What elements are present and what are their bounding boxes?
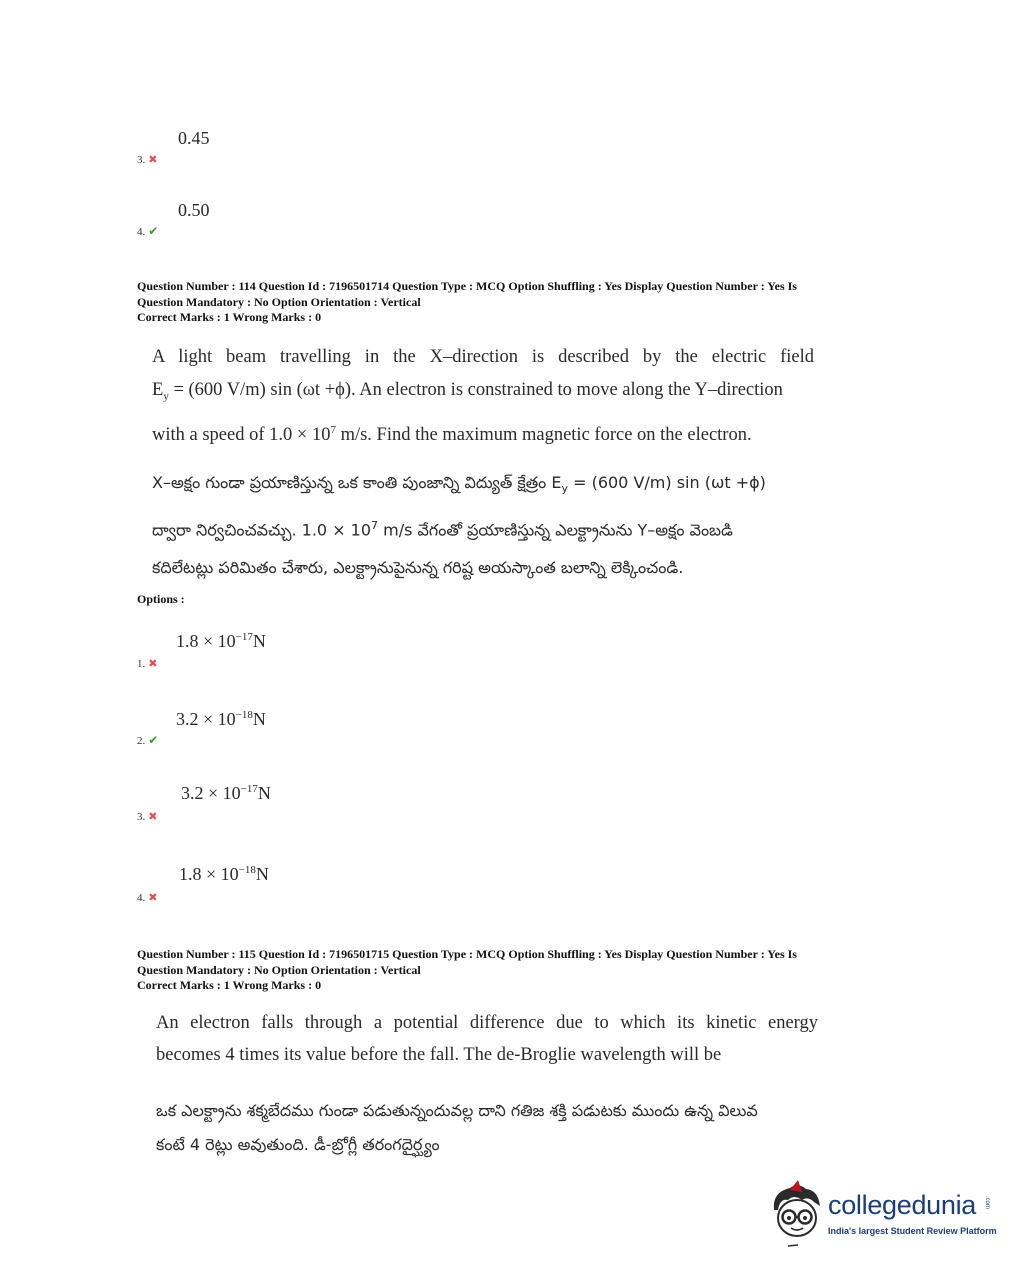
q114-option-2-value: $3.2 \times 10^{-18}N$ bbox=[176, 709, 266, 729]
q114-option-4 bbox=[137, 891, 157, 904]
q114-metadata bbox=[137, 279, 877, 326]
collegedunia-logo bbox=[768, 1180, 998, 1250]
mascot-icon bbox=[768, 1180, 826, 1250]
logo-tagline: India's largest Student Review Platform bbox=[828, 1226, 997, 1236]
q114-option-1-value: $1.8 \times 10^{-17}N$ bbox=[176, 631, 266, 651]
q114-option-2 bbox=[137, 733, 158, 748]
q114-en-line1: A light beam travelling in the X–direction is described by the electric field bbox=[152, 347, 814, 367]
q115-en-line2: becomes 4 times its value before the fall. The de-Broglie wavelength will be bbox=[156, 1045, 722, 1065]
wrong-mark-icon: ✖ bbox=[148, 811, 158, 823]
q114-option-4-value: $1.8 \times 10^{-18}N$ bbox=[179, 864, 269, 884]
option-number: 3. bbox=[137, 811, 146, 823]
wrong-mark-icon: ✖ bbox=[148, 892, 158, 904]
q114-meta-line2: Question Mandatory : No Option Orientation : Vertical bbox=[137, 294, 421, 309]
q115-telugu-text bbox=[156, 1094, 826, 1162]
q114-english-text bbox=[152, 341, 814, 452]
q114-en-line3: with a speed of $1.0 \times 10^7$ m/s. Find the maximum magnetic force on the electron. bbox=[152, 423, 752, 445]
logo-wordmark: collegedunia bbox=[828, 1190, 977, 1220]
q115-meta-line1: Question Number : 115 Question Id : 7196501715 Question Type : MCQ Option Shuffling : Yes Display Question Number : Yes Is bbox=[137, 947, 797, 961]
q115-en-line1: An electron falls through a potential difference due to which its kinetic energy bbox=[156, 1013, 818, 1033]
q114-en-line2: $E_y = (600$ V/m) sin (ωt +ϕ). An electron is constrained to move along the Y–direction bbox=[152, 380, 783, 403]
q115-te-line1: ఒక ఎలక్ట్రాను శక్మబేదము గుండా పడుతున్నందువల్ల దాని గతిజ శక్తి పడుటకు ముందు ఉన్న విలువ bbox=[156, 1101, 758, 1120]
q114-telugu-text bbox=[152, 464, 832, 586]
option-number: 2. bbox=[137, 735, 146, 747]
q114-meta-line1: Question Number : 114 Question Id : 7196501714 Question Type : MCQ Option Shuffling : Yes Display Question Number : Yes Is bbox=[137, 279, 797, 293]
correct-mark-icon: ✔ bbox=[148, 224, 159, 238]
q115-english-text bbox=[156, 1007, 818, 1071]
correct-mark-icon: ✔ bbox=[148, 733, 159, 747]
prev-option-4-value: 0.50 bbox=[178, 200, 210, 220]
q114-meta-line3: Correct Marks : 1 Wrong Marks : 0 bbox=[137, 310, 322, 324]
option-number: 4. bbox=[137, 892, 146, 904]
q114-option-1 bbox=[137, 657, 157, 670]
q115-metadata bbox=[137, 947, 877, 994]
q115-meta-line3: Correct Marks : 1 Wrong Marks : 0 bbox=[137, 978, 322, 992]
q114-option-3-value: $3.2 \times 10^{-17}N$ bbox=[181, 783, 271, 803]
wrong-mark-icon: ✖ bbox=[148, 658, 158, 670]
prev-option-3-value: 0.45 bbox=[178, 128, 210, 148]
prev-option-4 bbox=[137, 224, 158, 239]
option-number: 4. bbox=[137, 226, 146, 238]
logo-domain: .com bbox=[984, 1196, 990, 1210]
q115-meta-line2: Question Mandatory : No Option Orientation : Vertical bbox=[137, 962, 421, 977]
q115-te-line2: కంటే 4 రెట్లు అవుతుంది. డీ-బ్రోగ్లీ తరంగదైర్ఘ్యం bbox=[156, 1135, 440, 1154]
q114-option-3 bbox=[137, 810, 157, 823]
options-label: Options : bbox=[137, 592, 185, 606]
q114-te-line1: X–అక్షం గుండా ప్రయాణిస్తున్న ఒక కాంతి పుంజాన్ని విద్యుత్ క్షేత్రం $E_y = (600$ V/m) sin (ωt +ϕ) bbox=[152, 473, 766, 496]
option-number: 3. bbox=[137, 154, 146, 166]
q114-te-line2: ద్వారా నిర్వచించవచ్చు. $1.0 \times 10^7$ m/s వేగంతో ప్రయాణిస్తున్న ఎలక్ట్రానును Y–అక్షం వెంబడి bbox=[152, 519, 733, 540]
wrong-mark-icon: ✖ bbox=[148, 154, 158, 166]
q114-te-line3: కదిలేటట్లు పరిమితం చేశారు, ఎలక్ట్రానుపైనున్న గరిష్ట అయస్కాంత బలాన్ని లెక్కించండి. bbox=[152, 557, 684, 577]
option-number: 1. bbox=[137, 658, 146, 670]
prev-option-3 bbox=[137, 153, 157, 166]
